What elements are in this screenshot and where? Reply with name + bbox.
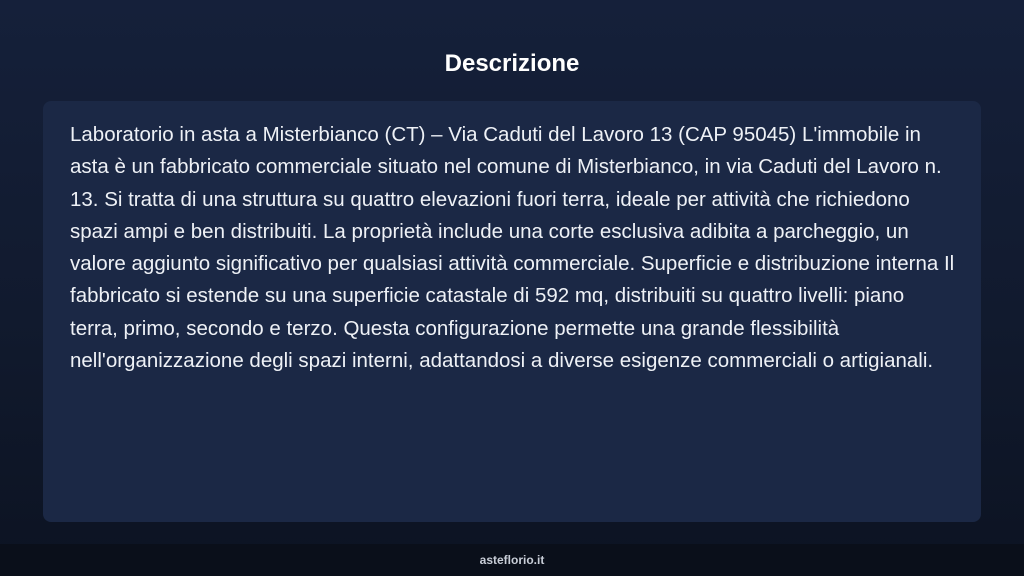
description-text: Laboratorio in asta a Misterbianco (CT) – Via Caduti del Lavoro 13 (CAP 95045) L'immobile in asta è un fabbricato commerciale situato nel comune di Misterbianco, in via Caduti del Lavoro n. 13. Si tratta di una struttura su quattro elevazioni fuori terra, ideale per attività che richiedono spazi ampi e ben distribuiti. La proprietà include una corte esclusiva adibita a parcheggio, un valore aggiunto significativo per qualsiasi attività commerciale. Superficie e distribuzione interna Il fabbricato si estende su una superficie catastale di 592 mq, distribuiti su quattro livelli: piano terra, primo, secondo e terzo. Questa configurazione permette una grande flessibilità nell'organizzazione degli spazi interni, adattandosi a diverse esigenze commerciali o artigianali. — [70, 123, 955, 373]
description-card — [43, 101, 981, 522]
footer-site-name[interactable]: asteflorio.it — [479, 553, 545, 567]
footer-bar — [0, 544, 1024, 576]
section-title: Descrizione — [444, 50, 580, 77]
